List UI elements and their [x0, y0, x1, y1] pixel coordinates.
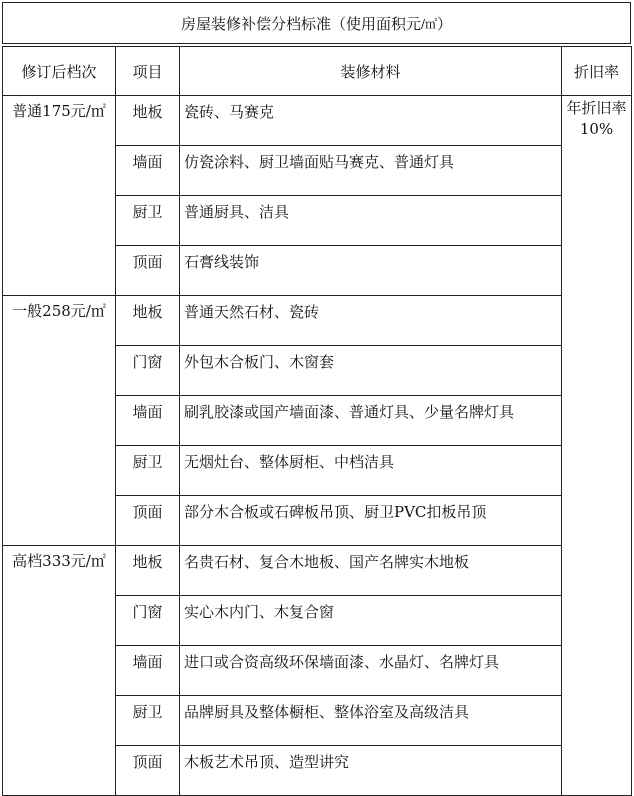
table-row [3, 96, 632, 146]
table-row [3, 546, 632, 596]
table-body [3, 96, 632, 796]
item-cell: 墙面 [116, 396, 180, 446]
depreciation-value: 10% [579, 120, 614, 138]
item-cell: 墙面 [116, 646, 180, 696]
table-row [3, 296, 632, 346]
compensation-table [2, 2, 631, 771]
item-cell: 厨卫 [116, 696, 180, 746]
material-cell: 普通厨具、洁具 [180, 196, 562, 246]
item-cell: 地板 [116, 546, 180, 596]
title-unit: /㎡ [420, 16, 438, 31]
table-title [2, 2, 631, 44]
material-cell: 瓷砖、马赛克 [180, 96, 562, 146]
material-cell: 外包木合板门、木窗套 [180, 346, 562, 396]
material-cell: 进口或合资高级环保墙面漆、水晶灯、名牌灯具 [180, 646, 562, 696]
item-cell: 厨卫 [116, 196, 180, 246]
item-cell: 门窗 [116, 346, 180, 396]
depreciation-cell [562, 96, 632, 796]
material-cell: 石膏线装饰 [180, 246, 562, 296]
item-cell: 墙面 [116, 146, 180, 196]
tier-label: 普通175元/㎡ [3, 96, 116, 296]
standards-table [2, 46, 632, 796]
item-cell: 地板 [116, 296, 180, 346]
material-cell: 部分木合板或石碑板吊顶、厨卫PVC扣板吊顶 [180, 496, 562, 546]
material-cell: 木板艺术吊顶、造型讲究 [180, 746, 562, 796]
header-item: 项目 [116, 47, 180, 96]
item-cell: 地板 [116, 96, 180, 146]
item-cell: 厨卫 [116, 446, 180, 496]
item-cell: 顶面 [116, 496, 180, 546]
header-row [3, 47, 632, 96]
material-cell: 仿瓷涂料、厨卫墙面贴马赛克、普通灯具 [180, 146, 562, 196]
material-cell: 实心木内门、木复合窗 [180, 596, 562, 646]
header-tier: 修订后档次 [3, 47, 116, 96]
depreciation-label: 年折旧率 [566, 99, 627, 117]
item-cell: 顶面 [116, 746, 180, 796]
tier-label: 一般258元/㎡ [3, 296, 116, 546]
header-depreciation: 折旧率 [562, 47, 632, 96]
header-material: 装修材料 [180, 47, 562, 96]
material-cell: 普通天然石材、瓷砖 [180, 296, 562, 346]
material-cell: 品牌厨具及整体橱柜、整体浴室及高级洁具 [180, 696, 562, 746]
item-cell: 门窗 [116, 596, 180, 646]
item-cell: 顶面 [116, 246, 180, 296]
material-cell: 无烟灶台、整体厨柜、中档洁具 [180, 446, 562, 496]
title-main: 房屋装修补偿分档标准（使用面积元 [180, 14, 421, 33]
material-cell: 名贵石材、复合木地板、国产名牌实木地板 [180, 546, 562, 596]
material-cell: 刷乳胶漆或国产墙面漆、普通灯具、少量名牌灯具 [180, 396, 562, 446]
title-close: ） [437, 14, 453, 33]
tier-label: 高档333元/㎡ [3, 546, 116, 796]
